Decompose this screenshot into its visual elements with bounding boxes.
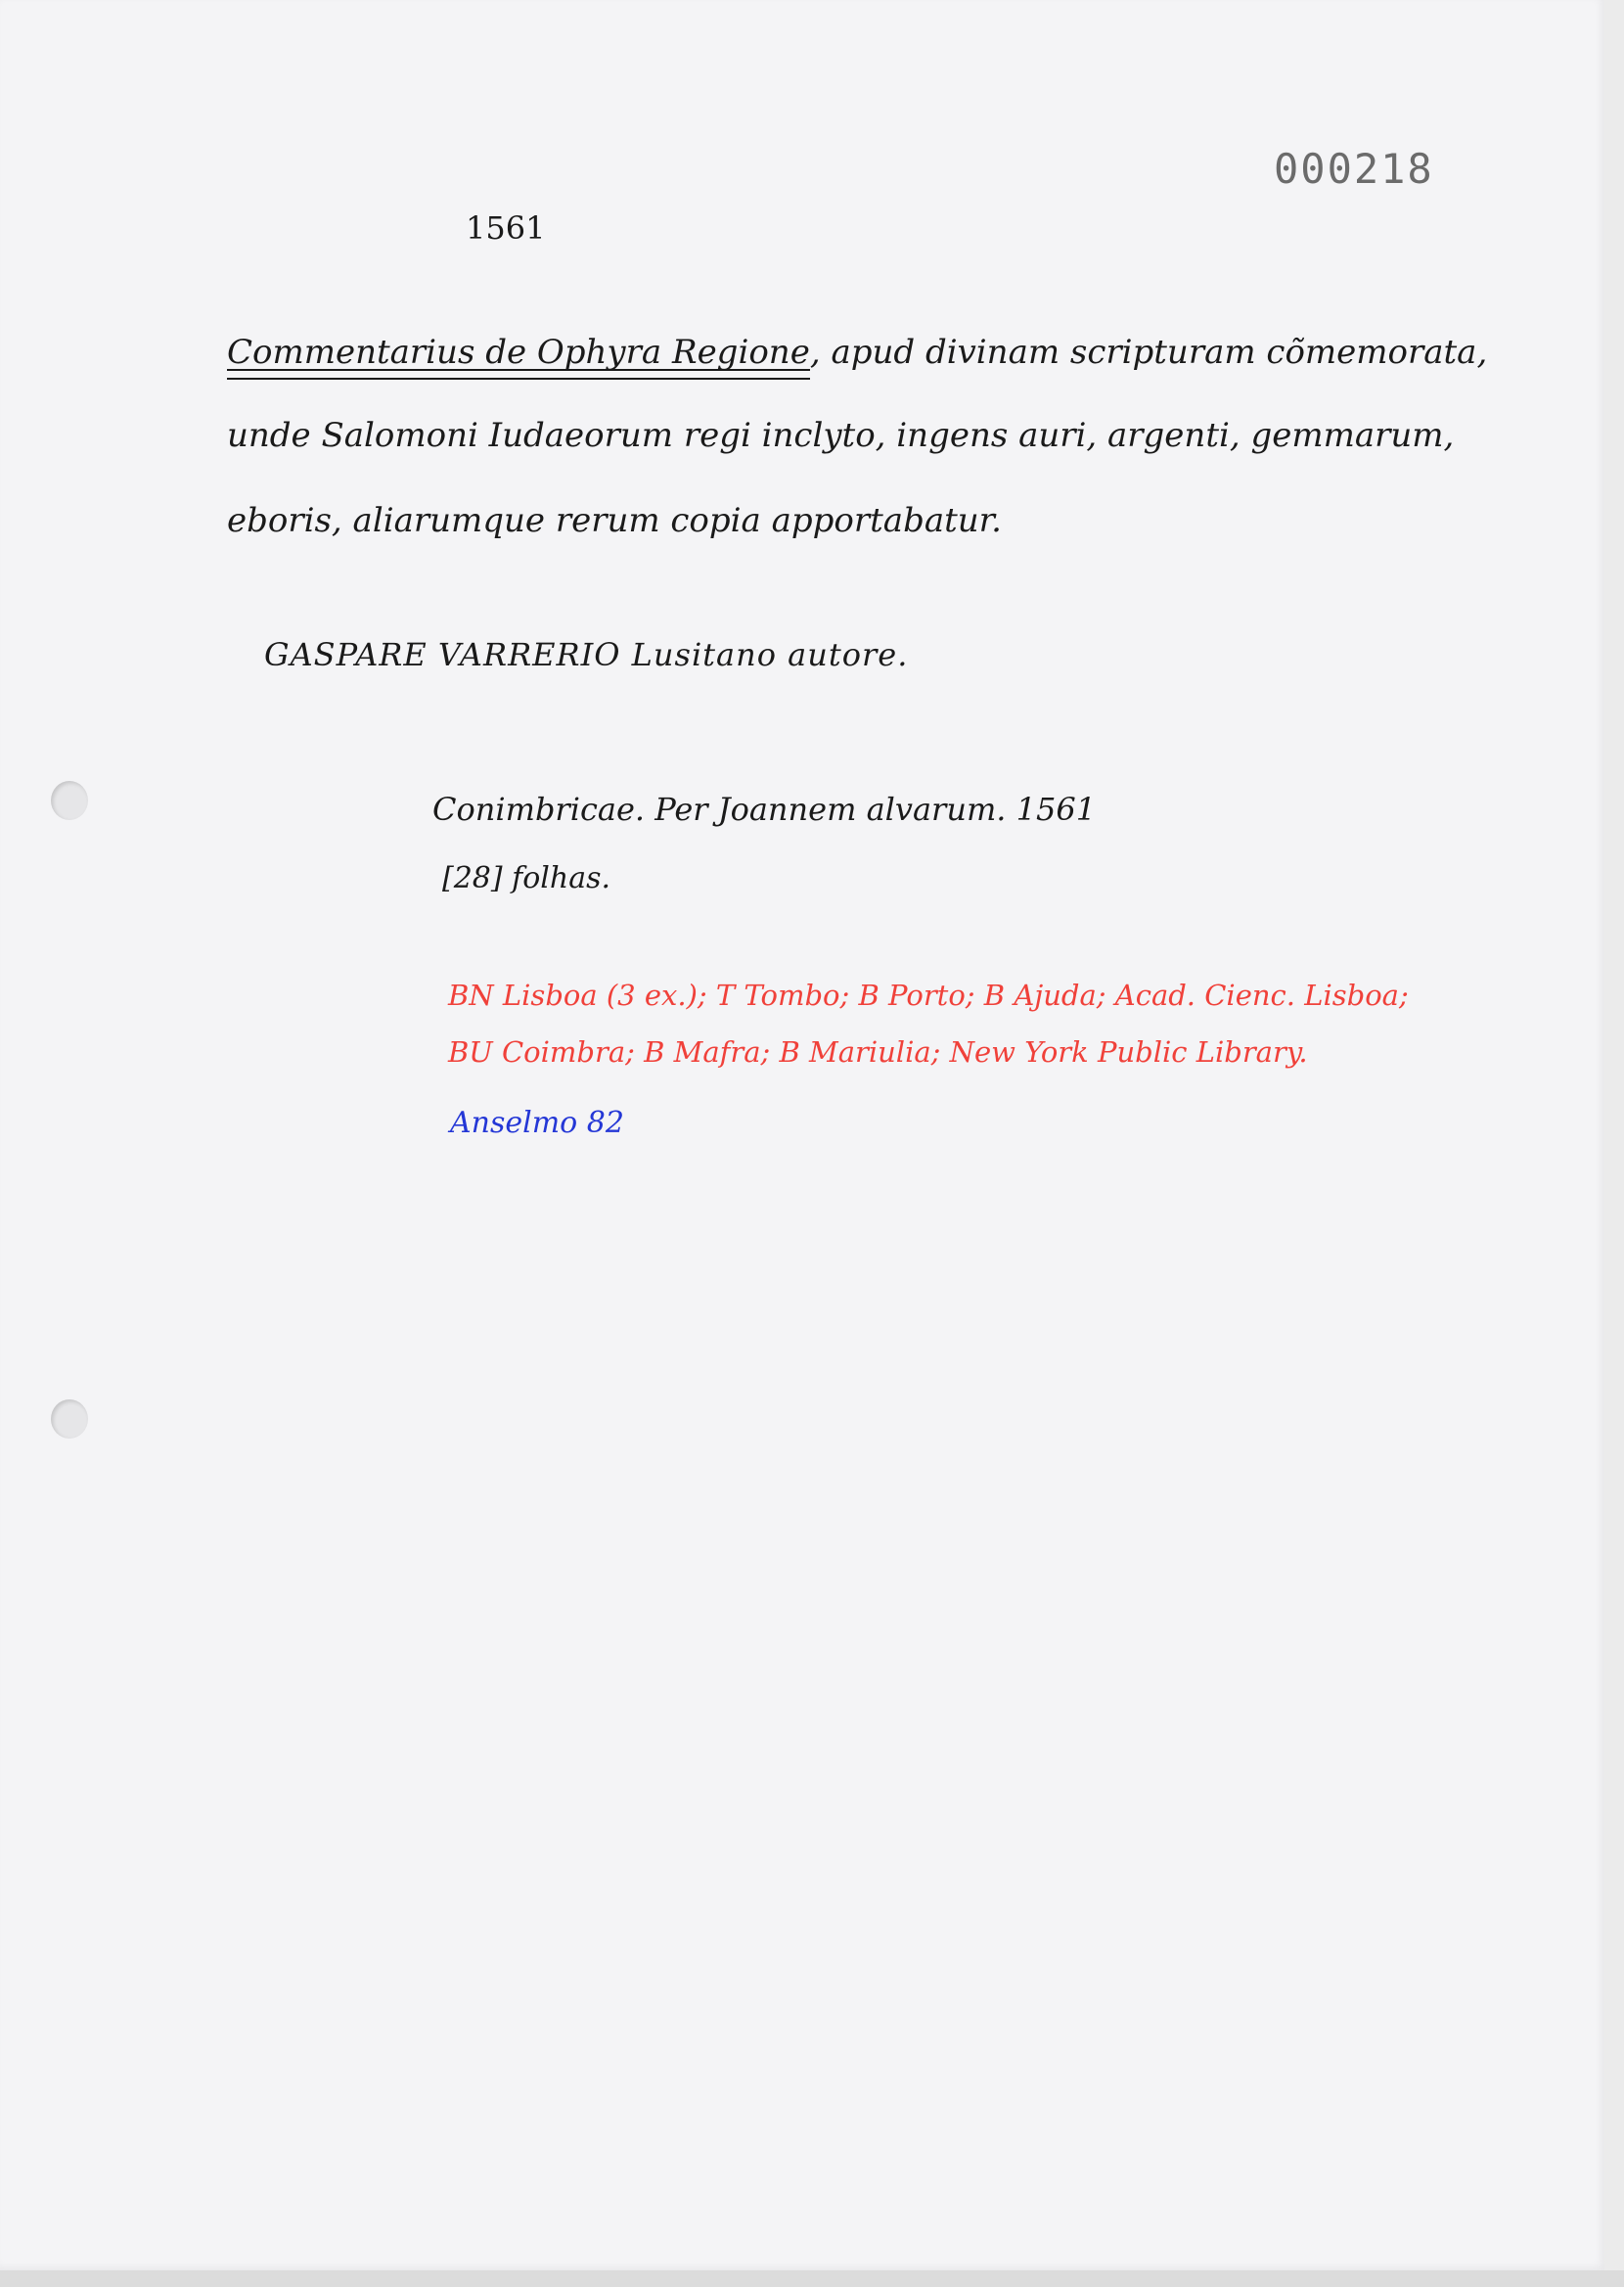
scan-edge-bottom	[0, 2270, 1624, 2287]
extent-line: [28] folhas.	[442, 861, 611, 895]
title-line-1-rest: , apud divinam scripturam cõmemorata,	[809, 333, 1488, 372]
holdings-line-2: BU Coimbra; B Mafra; B Mariulia; New York Public Library.	[448, 1035, 1308, 1069]
title-line-3: eboris, aliarumque rerum copia apportabatur.	[227, 501, 1002, 540]
punch-hole-upper	[51, 781, 88, 820]
scan-edge-right	[1604, 0, 1624, 2287]
title-line-2: unde Salomoni Iudaeorum regi inclyto, ingens auri, argenti, gemmarum,	[227, 416, 1455, 455]
holdings-line-1: BN Lisboa (3 ex.); T Tombo; B Porto; B Ajuda; Acad. Cienc. Lisboa;	[448, 979, 1409, 1012]
punch-hole-lower	[51, 1399, 88, 1439]
title-line-1	[227, 333, 1487, 372]
author-line: GASPARE VARRERIO Lusitano autore.	[264, 636, 909, 673]
reference-note: Anselmo 82	[450, 1106, 624, 1140]
title-underlined: Commentarius de Ophyra Regione	[227, 333, 810, 372]
year-heading: 1561	[466, 209, 546, 247]
stamp-number: 000218	[1274, 145, 1434, 193]
imprint-line: Conimbricae. Per Joannem alvarum. 1561	[432, 791, 1097, 828]
